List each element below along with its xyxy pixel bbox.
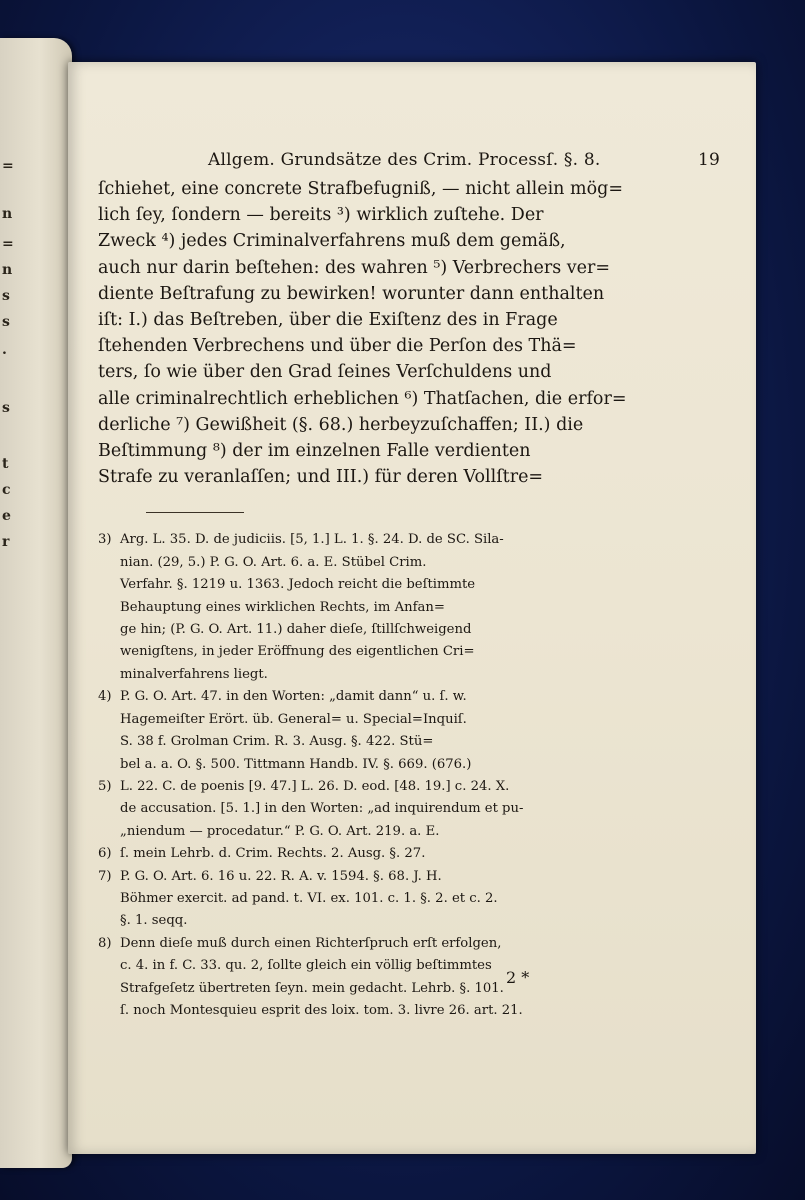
- page-number: 19: [697, 150, 720, 170]
- running-header: [208, 150, 720, 170]
- body-line: Zweck ⁴) jedes Criminalverfahrens muß dem gemäß,: [98, 231, 566, 252]
- body-line: ters, ſo wie über den Grad ſeines Verſchuldens und: [98, 362, 552, 383]
- footnote-3: [98, 529, 628, 686]
- footnote-line: S. 38 f. Grolman Crim. R. 3. Ausg. §. 422. Stü=: [120, 734, 434, 750]
- footnote-line: nian. (29, 5.) P. G. O. Art. 6. a. E. Stübel Crim.: [120, 554, 427, 570]
- signature-mark: 2 *: [506, 968, 530, 987]
- left-edge-char: s: [2, 400, 10, 416]
- footnote-divider: [146, 512, 244, 513]
- body-text: [98, 176, 628, 490]
- body-line: alle criminalrechtlich erheblichen ⁶) Thatſachen, die erfor=: [98, 388, 627, 409]
- left-edge-char: t: [2, 456, 9, 472]
- left-edge-char: .: [2, 342, 7, 358]
- footnote-number: 5): [98, 778, 112, 794]
- body-line: iſt: I.) das Beſtreben, über die Exiſtenz des in Frage: [98, 310, 558, 331]
- footnote-line: P. G. O. Art. 6. 16 u. 22. R. A. v. 1594. §. 68. J. H.: [120, 868, 442, 884]
- left-edge-char: e: [2, 508, 11, 524]
- left-page-edge: [0, 38, 72, 1168]
- footnotes: [98, 529, 628, 1022]
- left-edge-char: c: [2, 482, 11, 498]
- footnote-number: 3): [98, 532, 112, 548]
- footnote-line: bel a. a. O. §. 500. Tittmann Handb. IV. §. 669. (676.): [120, 756, 472, 772]
- footnote-line: Böhmer exercit. ad pand. t. VI. ex. 101. c. 1. §. 2. et c. 2.: [120, 890, 498, 906]
- left-edge-char: =: [2, 236, 14, 252]
- body-line: Beſtimmung ⁸) der im einzelnen Falle verdienten: [98, 441, 531, 462]
- footnote-line: wenigſtens, in jeder Eröffnung des eigentlichen Cri=: [120, 644, 475, 660]
- footnote-line: Arg. L. 35. D. de judiciis. [5, 1.] L. 1. §. 24. D. de SC. Sila-: [120, 532, 504, 548]
- footnote-7: [98, 866, 628, 933]
- footnote-line: Strafgeſetz übertreten ſeyn. mein gedacht. Lehrb. §. 101.: [120, 980, 504, 996]
- body-line: ſchiehet, eine concrete Strafbefugniß, — nicht allein mög=: [98, 179, 624, 199]
- left-edge-char: s: [2, 314, 10, 330]
- footnote-line: L. 22. C. de poenis [9. 47.] L. 26. D. eod. [48. 19.] c. 24. X.: [120, 778, 510, 794]
- footnote-5: [98, 776, 628, 843]
- body-line: diente Beſtrafung zu bewirken! worunter dann enthalten: [98, 283, 605, 304]
- footnote-line: ge hin; (P. G. O. Art. 11.) daher dieſe, ſtillſchweigend: [120, 622, 472, 638]
- left-edge-char: n: [2, 262, 13, 278]
- footnote-number: 7): [98, 868, 112, 884]
- body-line: lich ſey, ſondern — bereits ³) wirklich zuſtehe. Der: [98, 205, 544, 226]
- left-edge-char: s: [2, 288, 10, 304]
- footnote-4: [98, 686, 628, 776]
- left-edge-char: n: [2, 206, 13, 222]
- footnote-line: ſ. mein Lehrb. d. Crim. Rechts. 2. Ausg. §. 27.: [120, 846, 426, 862]
- footnote-6: [98, 843, 628, 865]
- footnote-line: §. 1. seqq.: [120, 913, 188, 929]
- left-edge-char: =: [2, 158, 14, 174]
- footnote-line: minalverfahrens liegt.: [120, 666, 268, 682]
- footnote-line: ſ. noch Montesquieu esprit des loix. tom. 3. livre 26. art. 21.: [120, 1002, 523, 1018]
- footnote-line: Verfahr. §. 1219 u. 1363. Jedoch reicht die beſtimmte: [120, 577, 476, 593]
- footnote-8: [98, 933, 628, 1023]
- footnote-line: P. G. O. Art. 47. in den Worten: „damit dann“ u. ſ. w.: [120, 689, 467, 705]
- footnote-number: 6): [98, 846, 112, 862]
- footnote-line: Hagemeiſter Erört. üb. General= u. Special=Inquiſ.: [120, 711, 467, 727]
- body-line: Strafe zu veranlaſſen; und III.) für deren Vollſtre=: [98, 467, 544, 488]
- footnote-number: 8): [98, 935, 112, 951]
- left-edge-char: r: [2, 534, 10, 550]
- body-line: auch nur darin beſtehen: des wahren ⁵) Verbrechers ver=: [98, 257, 611, 278]
- footnote-line: c. 4. in f. C. 33. qu. 2, ſollte gleich ein völlig beſtimmtes: [120, 958, 492, 974]
- footnote-line: Behauptung eines wirklichen Rechts, im Anfan=: [120, 599, 445, 615]
- running-title: Allgem. Grundsätze des Crim. Processſ. §. 8.: [208, 150, 601, 170]
- footnote-number: 4): [98, 689, 112, 705]
- footnote-line: „niendum — procedatur.“ P. G. O. Art. 219. a. E.: [120, 823, 440, 839]
- page-content: [98, 150, 720, 1022]
- footnote-line: Denn dieſe muß durch einen Richterſpruch erſt erfolgen,: [120, 935, 502, 951]
- footnote-line: de accusation. [5. 1.] in den Worten: „ad inquirendum et pu-: [120, 801, 524, 817]
- body-line: ſtehenden Verbrechens und über die Perſon des Thä=: [98, 336, 577, 357]
- body-line: derliche ⁷) Gewißheit (§. 68.) herbeyzuſchaffen; II.) die: [98, 414, 584, 435]
